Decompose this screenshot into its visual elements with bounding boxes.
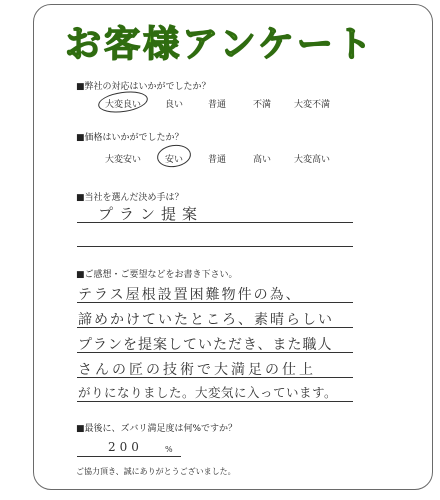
q4-handwritten-line-4: さんの匠の技術で大満足の仕上 [78, 362, 316, 378]
question-3-label: ■当社を選んだ決め手は？ [76, 193, 184, 203]
q2-option-3: 普通 [207, 155, 227, 165]
q4-handwritten-line-2: 諦めかけていたところ、素晴らしい [78, 312, 334, 328]
survey-title: お客様アンケート [65, 24, 375, 65]
q1-option-5: 大変不満 [293, 100, 331, 110]
question-4-label: ■ご感想・ご要望などをお書き下さい。 [76, 270, 238, 280]
q3-handwritten-answer: プラン提案 [98, 205, 204, 223]
q1-option-1: 大変良い [104, 100, 142, 110]
footer-thanks: ご協力頂き、誠にありがとうございました。 [76, 467, 236, 476]
q2-option-4: 高い [252, 155, 272, 165]
answer-line [77, 352, 353, 353]
q1-option-4: 不満 [252, 100, 272, 110]
answer-line [77, 377, 353, 378]
q2-option-1: 大変安い [104, 155, 142, 165]
answer-line [77, 222, 353, 223]
answer-line [77, 246, 353, 247]
q2-option-2: 安い [164, 155, 184, 165]
survey-frame [33, 4, 433, 490]
question-1-label: ■弊社の対応はいかがでしたか？ [76, 82, 211, 92]
q1-option-2: 良い [164, 100, 184, 110]
answer-line [77, 302, 353, 303]
q5-handwritten-answer: 200 [108, 440, 143, 454]
q4-handwritten-line-5: がりになりました。大変気に入っています。 [78, 385, 338, 400]
percent-unit: % [165, 445, 173, 454]
answer-line [77, 456, 181, 457]
q4-handwritten-line-3: プランを提案していただき、また職人 [78, 337, 333, 353]
q1-option-3: 普通 [207, 100, 227, 110]
question-5-label: ■最後に、ズバリ満足度は何%ですか？ [76, 424, 238, 434]
q4-handwritten-line-1: テラス屋根設置困難物件の為、 [78, 287, 302, 303]
q2-option-5: 大変高い [293, 155, 331, 165]
answer-line [77, 401, 353, 402]
answer-line [77, 327, 353, 328]
question-2-label: ■価格はいかがでしたか？ [76, 133, 184, 143]
